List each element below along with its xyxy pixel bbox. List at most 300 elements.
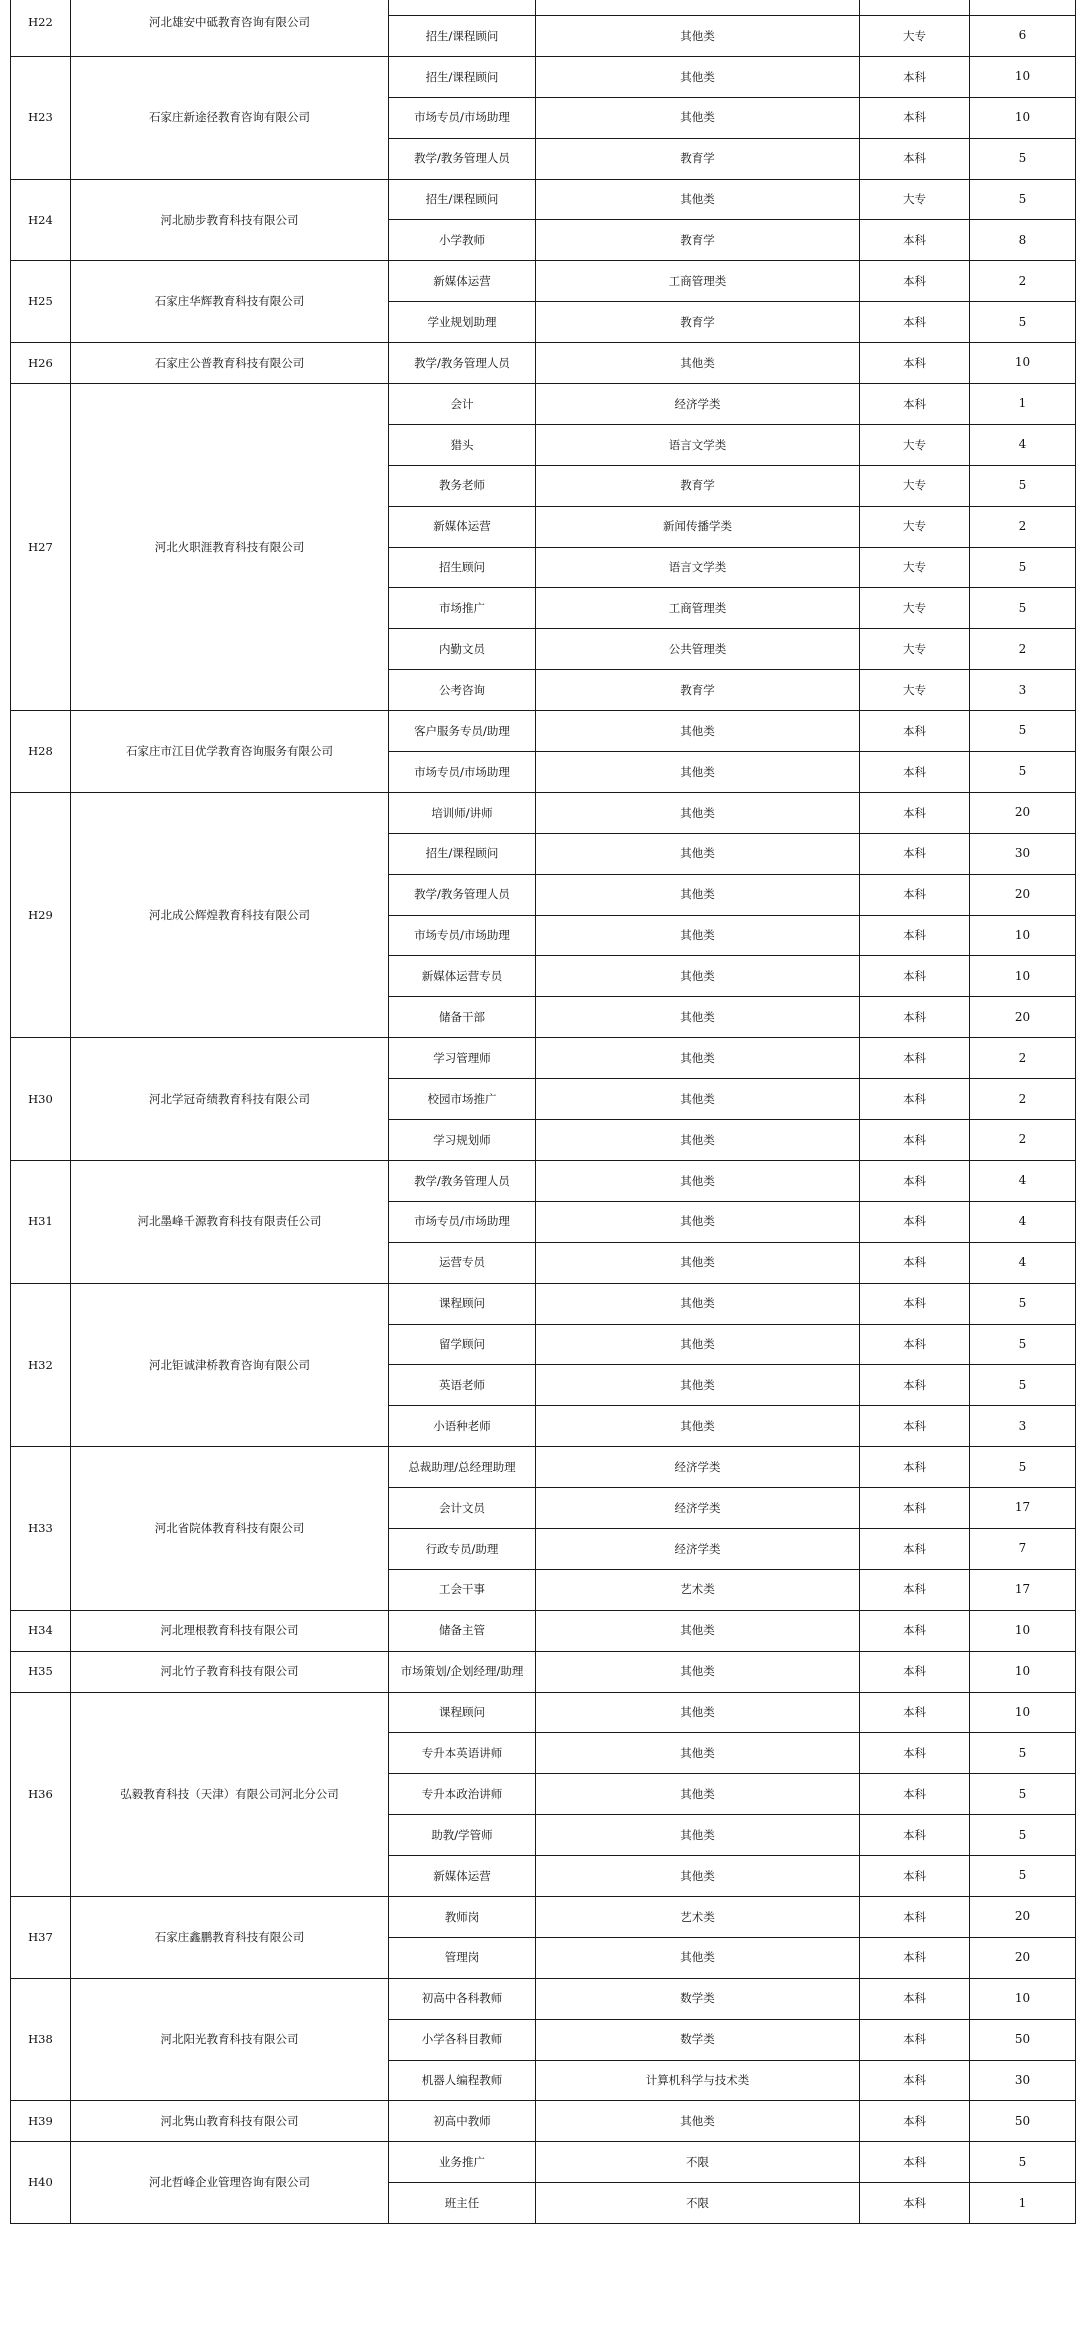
headcount-cell [970, 1160, 1076, 1201]
headcount-cell [970, 1937, 1076, 1978]
major-cell [536, 2019, 860, 2060]
major-cell [536, 220, 860, 261]
major-cell-text: 其他类 [680, 1091, 715, 1106]
company-name-cell [71, 1283, 389, 1447]
headcount-cell-text: 2 [1018, 1132, 1027, 1147]
degree-cell-text: 大专 [903, 519, 926, 534]
major-cell-text: 不限 [686, 2195, 709, 2210]
headcount-cell-text: 5 [1018, 1377, 1027, 1392]
major-cell-text: 其他类 [680, 1337, 715, 1352]
degree-cell-text: 本科 [903, 723, 926, 738]
headcount-cell-text: 4 [1018, 437, 1027, 452]
major-cell [536, 0, 860, 16]
company-name-cell-text: 河北雄安中砥教育咨询有限公司 [149, 15, 310, 30]
headcount-cell [970, 629, 1076, 670]
degree-cell [860, 1038, 970, 1079]
degree-cell-text: 本科 [903, 805, 926, 820]
headcount-cell [970, 1406, 1076, 1447]
table-row [11, 343, 1076, 384]
headcount-cell [970, 711, 1076, 752]
headcount-cell-text: 8 [1018, 232, 1027, 247]
major-cell [536, 1733, 860, 1774]
headcount-cell-text: 5 [1018, 1745, 1027, 1760]
headcount-cell [970, 1896, 1076, 1937]
position-title-cell-text: 新媒体运营专员 [421, 969, 503, 984]
major-cell [536, 547, 860, 588]
company-id-cell [11, 179, 71, 261]
major-cell [536, 384, 860, 425]
company-name-cell [71, 1160, 389, 1283]
company-id-cell-text: H34 [28, 1623, 53, 1638]
headcount-cell-text: 2 [1018, 1050, 1027, 1065]
major-cell [536, 97, 860, 138]
major-cell-text: 其他类 [680, 2114, 715, 2129]
degree-cell-text: 本科 [903, 1378, 926, 1393]
position-title-cell-text: 小学各科目教师 [421, 2032, 503, 2047]
degree-cell [860, 629, 970, 670]
headcount-cell-text: 10 [1014, 110, 1031, 125]
position-title-cell [389, 1038, 536, 1079]
degree-cell [860, 302, 970, 343]
position-title-cell [389, 2183, 536, 2224]
major-cell [536, 1528, 860, 1569]
headcount-cell-text: 20 [1014, 1909, 1031, 1924]
degree-cell-text: 本科 [903, 151, 926, 166]
degree-cell [860, 97, 970, 138]
major-cell [536, 1242, 860, 1283]
position-title-cell-text: 招生/课程顾问 [425, 192, 499, 207]
position-title-cell-text: 市场专员/市场助理 [414, 110, 510, 125]
major-cell [536, 1692, 860, 1733]
company-name-cell-text: 河北成公辉煌教育科技有限公司 [149, 907, 310, 922]
degree-cell-text: 本科 [903, 1255, 926, 1270]
degree-cell [860, 1733, 970, 1774]
company-name-cell-text: 河北钜诚津桥教育咨询有限公司 [149, 1357, 310, 1372]
position-title-cell-text: 教学/教务管理人员 [414, 1173, 510, 1188]
position-title-cell-text: 运营专员 [439, 1255, 485, 1270]
position-title-cell [389, 1733, 536, 1774]
major-cell-text: 语言文学类 [668, 437, 727, 452]
headcount-cell [970, 1365, 1076, 1406]
position-title-cell-text: 招生/课程顾问 [425, 69, 499, 84]
degree-cell-text: 本科 [903, 1500, 926, 1515]
degree-cell [860, 2019, 970, 2060]
table-row [11, 1692, 1076, 1733]
company-id-cell [11, 1038, 71, 1161]
headcount-cell [970, 1242, 1076, 1283]
table-row [11, 384, 1076, 425]
company-id-cell [11, 2101, 71, 2142]
headcount-cell [970, 1528, 1076, 1569]
major-cell-text: 其他类 [680, 887, 715, 902]
degree-cell [860, 1651, 970, 1692]
major-cell [536, 1774, 860, 1815]
headcount-cell [970, 915, 1076, 956]
position-title-cell [389, 220, 536, 261]
degree-cell-text: 本科 [903, 928, 926, 943]
table-body [11, 0, 1076, 2224]
degree-cell [860, 547, 970, 588]
company-id-cell-text: H36 [28, 1786, 53, 1801]
company-id-cell-text: H28 [28, 744, 53, 759]
degree-cell-text: 本科 [903, 1337, 926, 1352]
company-id-cell [11, 1160, 71, 1283]
major-cell [536, 1610, 860, 1651]
table-row [11, 711, 1076, 752]
degree-cell [860, 956, 970, 997]
major-cell [536, 1160, 860, 1201]
major-cell-text: 语言文学类 [668, 560, 727, 575]
degree-cell-text: 本科 [903, 2114, 926, 2129]
position-title-cell [389, 956, 536, 997]
major-cell [536, 588, 860, 629]
position-title-cell [389, 1610, 536, 1651]
major-cell [536, 915, 860, 956]
position-title-cell [389, 1160, 536, 1201]
degree-cell-text: 本科 [903, 2154, 926, 2169]
headcount-cell-text: 3 [1018, 1418, 1027, 1433]
company-id-cell-text: H23 [28, 110, 53, 125]
headcount-cell [970, 2060, 1076, 2101]
headcount-cell [970, 1610, 1076, 1651]
major-cell [536, 56, 860, 97]
major-cell [536, 1120, 860, 1161]
headcount-cell [970, 833, 1076, 874]
position-title-cell-text: 专升本政治讲师 [421, 1786, 503, 1801]
major-cell-text: 其他类 [680, 846, 715, 861]
table-row [11, 0, 1076, 16]
headcount-cell-text: 5 [1018, 764, 1027, 779]
degree-cell-text: 本科 [903, 314, 926, 329]
headcount-cell-text: 2 [1018, 641, 1027, 656]
major-cell-text: 教育学 [680, 151, 715, 166]
headcount-cell [970, 956, 1076, 997]
major-cell [536, 1896, 860, 1937]
degree-cell [860, 1201, 970, 1242]
company-id-cell-text: H29 [28, 907, 53, 922]
headcount-cell-text: 5 [1018, 559, 1027, 574]
degree-cell-text: 大专 [903, 601, 926, 616]
degree-cell [860, 752, 970, 793]
position-title-cell-text: 储备主管 [439, 1623, 485, 1638]
degree-cell-text: 本科 [903, 2073, 926, 2088]
headcount-cell-text: 1 [1018, 2195, 1027, 2210]
headcount-cell-text: 6 [1018, 28, 1027, 43]
company-id-cell [11, 1283, 71, 1447]
position-title-cell-text: 教师岗 [444, 1909, 480, 1924]
position-title-cell [389, 833, 536, 874]
degree-cell-text: 本科 [903, 887, 926, 902]
headcount-cell-text: 20 [1014, 805, 1031, 820]
company-name-cell [71, 2142, 389, 2224]
company-id-cell-text: H22 [28, 15, 53, 30]
position-title-cell [389, 1815, 536, 1856]
major-cell-text: 数学类 [680, 1991, 715, 2006]
headcount-cell-text: 10 [1014, 1623, 1031, 1638]
degree-cell-text: 本科 [903, 1132, 926, 1147]
position-title-cell-text: 市场专员/市场助理 [414, 764, 510, 779]
table-row [11, 1038, 1076, 1079]
major-cell [536, 424, 860, 465]
position-title-cell [389, 1365, 536, 1406]
headcount-cell [970, 179, 1076, 220]
company-name-cell-text: 河北隽山教育科技有限公司 [160, 2114, 299, 2129]
headcount-cell-text: 10 [1014, 355, 1031, 370]
degree-cell-text: 本科 [903, 1173, 926, 1188]
degree-cell [860, 588, 970, 629]
company-id-cell [11, 261, 71, 343]
degree-cell-text: 本科 [903, 1214, 926, 1229]
position-title-cell-text: 会计文员 [439, 1500, 485, 1515]
degree-cell [860, 138, 970, 179]
headcount-cell-text: 1 [1018, 396, 1027, 411]
headcount-cell-text: 5 [1018, 151, 1027, 166]
headcount-cell [970, 997, 1076, 1038]
position-title-cell [389, 1201, 536, 1242]
company-name-cell [71, 1896, 389, 1978]
position-title-cell-text: 总裁助理/总经理助理 [408, 1459, 516, 1474]
headcount-cell [970, 465, 1076, 506]
position-title-cell-text: 教学/教务管理人员 [414, 355, 510, 370]
degree-cell [860, 2142, 970, 2183]
company-id-cell-text: H39 [28, 2114, 53, 2129]
major-cell [536, 2183, 860, 2224]
degree-cell-text: 大专 [903, 192, 926, 207]
major-cell [536, 261, 860, 302]
company-id-cell-text: H27 [28, 539, 53, 554]
major-cell-text: 其他类 [680, 1378, 715, 1393]
degree-cell [860, 1774, 970, 1815]
position-title-cell [389, 2142, 536, 2183]
major-cell [536, 1937, 860, 1978]
company-name-cell [71, 1038, 389, 1161]
headcount-cell [970, 1079, 1076, 1120]
degree-cell [860, 1610, 970, 1651]
position-title-cell-text: 校园市场推广 [427, 1091, 497, 1106]
position-title-cell [389, 1079, 536, 1120]
position-title-cell-text: 工会干事 [439, 1582, 485, 1597]
position-title-cell-text: 招生/课程顾问 [425, 846, 499, 861]
headcount-cell [970, 874, 1076, 915]
position-title-cell-text: 专升本英语讲师 [421, 1746, 503, 1761]
company-name-cell [71, 1447, 389, 1611]
degree-cell [860, 792, 970, 833]
company-id-cell [11, 1692, 71, 1896]
headcount-cell [970, 2183, 1076, 2224]
position-title-cell [389, 1896, 536, 1937]
major-cell-text: 其他类 [680, 28, 715, 43]
position-title-cell-text: 客户服务专员/助理 [414, 723, 510, 738]
major-cell-text: 其他类 [680, 805, 715, 820]
degree-cell [860, 1692, 970, 1733]
headcount-cell [970, 1774, 1076, 1815]
company-id-cell-text: H40 [28, 2175, 53, 2190]
company-id-cell [11, 343, 71, 384]
position-title-cell-text: 班主任 [444, 2195, 480, 2210]
major-cell [536, 506, 860, 547]
degree-cell-text: 本科 [903, 1991, 926, 2006]
major-cell-text: 经济学类 [674, 1541, 721, 1556]
headcount-cell [970, 670, 1076, 711]
major-cell [536, 465, 860, 506]
position-title-cell [389, 506, 536, 547]
major-cell-text: 其他类 [680, 1050, 715, 1065]
degree-cell [860, 1896, 970, 1937]
position-title-cell-text: 教务老师 [439, 478, 485, 493]
degree-cell-text: 本科 [903, 233, 926, 248]
position-title-cell-text: 机器人编程教师 [421, 2073, 503, 2088]
headcount-cell [970, 1201, 1076, 1242]
position-title-cell [389, 1937, 536, 1978]
headcount-cell [970, 1978, 1076, 2019]
position-title-cell-text: 会计 [450, 396, 474, 411]
position-title-cell [389, 302, 536, 343]
degree-cell [860, 833, 970, 874]
table-row [11, 1978, 1076, 2019]
headcount-cell [970, 1815, 1076, 1856]
company-name-cell-text: 石家庄公普教育科技有限公司 [154, 355, 305, 370]
degree-cell-text: 本科 [903, 1664, 926, 1679]
major-cell-text: 不限 [686, 2154, 709, 2169]
headcount-cell-text: 5 [1018, 1336, 1027, 1351]
position-title-cell-text: 新媒体运营 [433, 519, 491, 534]
recruitment-table [10, 0, 1076, 2224]
degree-cell-text: 本科 [903, 355, 926, 370]
headcount-cell [970, 97, 1076, 138]
headcount-cell [970, 220, 1076, 261]
company-name-cell [71, 1610, 389, 1651]
degree-cell [860, 1406, 970, 1447]
table-row [11, 1610, 1076, 1651]
degree-cell [860, 1569, 970, 1610]
headcount-cell-text: 10 [1014, 1991, 1031, 2006]
position-title-cell [389, 56, 536, 97]
position-title-cell-text: 储备干部 [439, 1010, 485, 1024]
major-cell [536, 833, 860, 874]
degree-cell-text: 本科 [903, 110, 926, 125]
major-cell-text: 艺术类 [680, 1909, 715, 1924]
position-title-cell [389, 343, 536, 384]
headcount-cell-text: 10 [1014, 1704, 1031, 1719]
degree-cell [860, 874, 970, 915]
position-title-cell-text: 内勤文员 [439, 641, 485, 656]
company-name-cell-text: 石家庄华辉教育科技有限公司 [154, 294, 305, 309]
position-title-cell-text: 学业规划助理 [427, 314, 497, 329]
headcount-cell [970, 547, 1076, 588]
headcount-cell-text: 5 [1018, 1786, 1027, 1801]
major-cell [536, 1079, 860, 1120]
headcount-cell-text: 7 [1018, 1541, 1027, 1556]
major-cell [536, 874, 860, 915]
headcount-cell-text: 3 [1018, 682, 1027, 697]
company-name-cell-text: 石家庄新途径教育咨询有限公司 [149, 110, 310, 125]
company-id-cell [11, 384, 71, 711]
headcount-cell [970, 1651, 1076, 1692]
major-cell [536, 1447, 860, 1488]
company-id-cell-text: H37 [28, 1930, 53, 1945]
degree-cell-text: 本科 [903, 2195, 926, 2210]
major-cell [536, 343, 860, 384]
degree-cell [860, 1324, 970, 1365]
position-title-cell [389, 1774, 536, 1815]
company-name-cell [71, 343, 389, 384]
headcount-cell [970, 1856, 1076, 1897]
major-cell [536, 1978, 860, 2019]
headcount-cell-text: 5 [1018, 723, 1027, 738]
major-cell [536, 2101, 860, 2142]
company-id-cell [11, 1610, 71, 1651]
degree-cell-text: 本科 [903, 69, 926, 84]
degree-cell-text: 本科 [903, 1050, 926, 1065]
degree-cell-text: 本科 [903, 1091, 926, 1106]
major-cell-text: 其他类 [680, 1705, 715, 1720]
degree-cell [860, 1079, 970, 1120]
company-name-cell [71, 261, 389, 343]
headcount-cell-text: 30 [1014, 846, 1031, 861]
position-title-cell [389, 2019, 536, 2060]
company-name-cell-text: 河北学冠奇绩教育科技有限公司 [149, 1091, 310, 1106]
major-cell-text: 其他类 [680, 723, 715, 738]
major-cell [536, 752, 860, 793]
major-cell [536, 1283, 860, 1324]
position-title-cell [389, 1406, 536, 1447]
table-row [11, 2101, 1076, 2142]
degree-cell [860, 384, 970, 425]
headcount-cell-text: 5 [1018, 191, 1027, 206]
position-title-cell-text: 教学/教务管理人员 [414, 151, 510, 166]
table-row [11, 261, 1076, 302]
degree-cell [860, 1937, 970, 1978]
major-cell [536, 711, 860, 752]
company-name-cell [71, 711, 389, 793]
position-title-cell [389, 1324, 536, 1365]
degree-cell-text: 本科 [903, 764, 926, 779]
company-name-cell-text: 石家庄市江目优学教育咨询服务有限公司 [126, 744, 333, 759]
headcount-cell-text: 2 [1018, 1091, 1027, 1106]
company-name-cell-text: 河北励步教育科技有限公司 [160, 212, 299, 227]
headcount-cell [970, 2142, 1076, 2183]
position-title-cell [389, 138, 536, 179]
position-title-cell-text: 管理岗 [444, 1950, 480, 1965]
position-title-cell [389, 2101, 536, 2142]
position-title-cell [389, 1569, 536, 1610]
headcount-cell-text: 50 [1014, 2031, 1031, 2046]
degree-cell [860, 1447, 970, 1488]
headcount-cell [970, 506, 1076, 547]
headcount-cell-text: 20 [1014, 1950, 1031, 1965]
position-title-cell [389, 261, 536, 302]
position-title-cell-text: 留学顾问 [439, 1337, 485, 1352]
position-title-cell [389, 0, 536, 16]
position-title-cell [389, 547, 536, 588]
headcount-cell [970, 1120, 1076, 1161]
position-title-cell-text: 行政专员/助理 [425, 1541, 499, 1556]
degree-cell-text: 本科 [903, 2032, 926, 2047]
degree-cell-text: 大专 [903, 682, 926, 697]
degree-cell [860, 1815, 970, 1856]
major-cell-text: 其他类 [680, 1214, 715, 1229]
company-id-cell [11, 56, 71, 179]
degree-cell [860, 0, 970, 16]
headcount-cell-text: 5 [1018, 1827, 1027, 1842]
table-row [11, 1160, 1076, 1201]
company-name-cell-text: 河北墨峰千源教育科技有限责任公司 [137, 1214, 322, 1229]
company-id-cell [11, 792, 71, 1037]
position-title-cell [389, 1856, 536, 1897]
degree-cell-text: 本科 [903, 1705, 926, 1720]
degree-cell [860, 915, 970, 956]
position-title-cell [389, 97, 536, 138]
